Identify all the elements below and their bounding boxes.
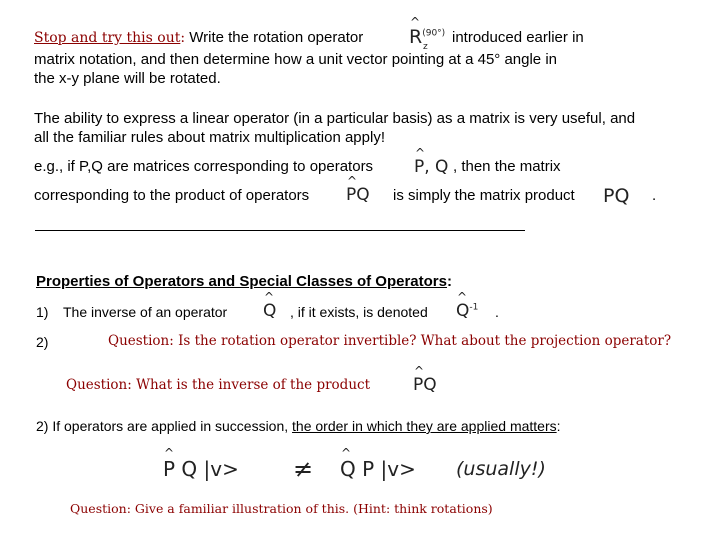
equation-neq: ≠ bbox=[293, 455, 314, 483]
para-line-1: The ability to express a linear operator (in a particular basis) as a matrix is very useful, and bbox=[34, 110, 636, 127]
item1-num: 1) bbox=[36, 304, 49, 320]
intro-heading-colon: : bbox=[180, 30, 186, 46]
item1-text-b: , if it exists, is denoted bbox=[290, 304, 428, 320]
item1-end: . bbox=[495, 304, 499, 320]
properties-heading-row bbox=[36, 272, 452, 292]
op-q: ^ Q bbox=[263, 301, 276, 321]
question-invertible: Question: Is the rotation operator invertible? What about the projection operator? bbox=[108, 333, 672, 349]
equation-right: ^ Q P |v> bbox=[340, 457, 416, 481]
ops-p-q: ^ P, Q bbox=[414, 157, 448, 177]
item3-row bbox=[36, 416, 561, 436]
item3-text: 2) If operators are applied in succession, bbox=[36, 418, 293, 434]
intro-text-1a: Write the rotation operator bbox=[189, 29, 364, 46]
corr-text-b: is simply the matrix product bbox=[393, 187, 575, 204]
rotation-superscript: (90°) bbox=[422, 28, 446, 39]
op-product-pq: ^ PQ bbox=[346, 185, 370, 205]
inverse-superscript: -1 bbox=[469, 302, 479, 313]
properties-heading: Properties of Operators and Special Classes of Operators bbox=[36, 273, 447, 290]
rotation-subscript: z bbox=[423, 42, 428, 52]
properties-heading-colon: : bbox=[446, 273, 452, 290]
question-inverse-product: Question: What is the inverse of the product bbox=[66, 377, 371, 393]
equation-left: ^ P Q |v> bbox=[163, 457, 239, 481]
rotation-operator: ^ $R^{(90^\circ)}$ z bbox=[409, 26, 445, 48]
corr-end: . bbox=[652, 187, 657, 204]
section-divider bbox=[35, 230, 525, 231]
para-line-2: all the familiar rules about matrix multiplication apply! bbox=[34, 129, 385, 146]
matrix-product-pq: PQ bbox=[603, 185, 630, 207]
eg-text-b: , then the matrix bbox=[453, 158, 561, 175]
intro-heading: Stop and try this out bbox=[34, 30, 181, 46]
intro-line-2: matrix notation, and then determine how a unit vector pointing at a 45° angle in bbox=[34, 51, 557, 68]
item3-end: : bbox=[556, 418, 561, 434]
item3-underlined: the order in which they are applied matters bbox=[292, 418, 557, 434]
intro-text-1b: introduced earlier in bbox=[452, 29, 584, 46]
item1-text-a: The inverse of an operator bbox=[63, 304, 228, 320]
equation-note: (usually!) bbox=[456, 458, 546, 480]
corr-text-a: corresponding to the product of operators bbox=[34, 187, 310, 204]
intro-line-1 bbox=[34, 28, 363, 48]
eg-text-a: e.g., if P,Q are matrices corresponding to operators bbox=[34, 158, 374, 175]
intro-line-3: the x-y plane will be rotated. bbox=[34, 70, 221, 87]
op-q-inverse: ^ $Q^{-1}$ bbox=[456, 301, 478, 321]
question-illustration: Question: Give a familiar illustration of this. (Hint: think rotations) bbox=[70, 501, 493, 516]
q2-op-pq: ^ PQ bbox=[413, 375, 437, 395]
item2-num: 2) bbox=[36, 334, 49, 350]
